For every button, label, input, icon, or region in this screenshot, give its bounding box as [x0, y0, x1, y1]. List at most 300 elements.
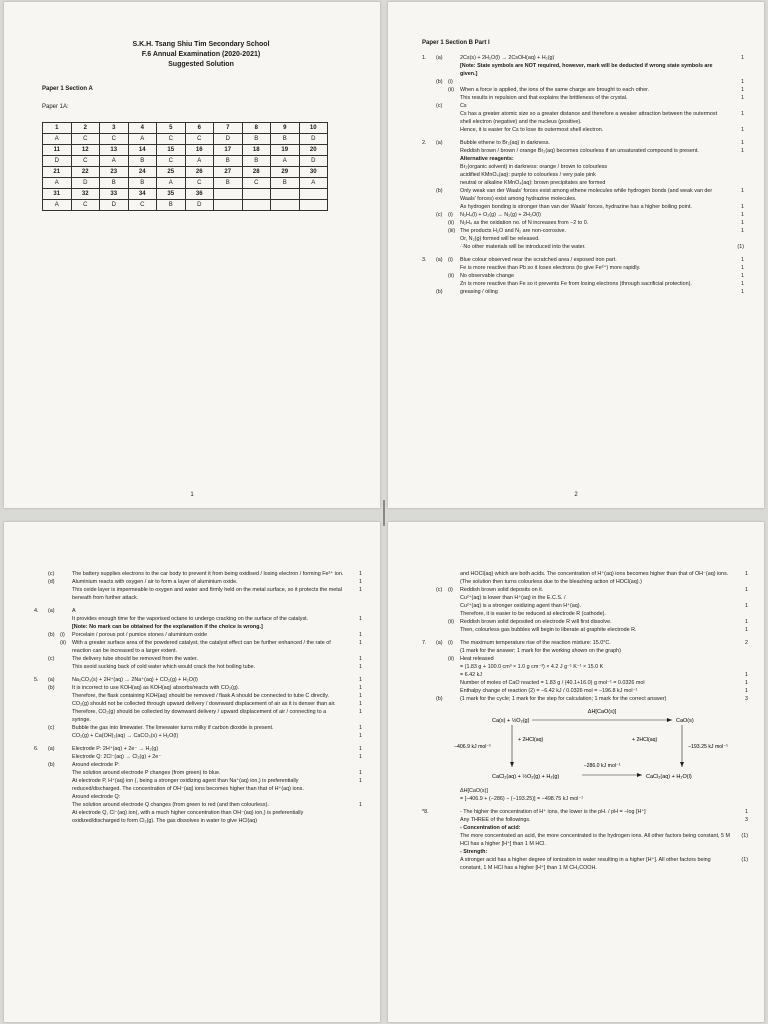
solution-line [422, 264, 744, 272]
solution-line [422, 54, 744, 62]
subpart-label: (ii) [448, 656, 454, 662]
subpart-label [448, 94, 460, 102]
subpart-label: (i) [448, 640, 453, 646]
cycle-right-value: −193.25 kJ mol⁻¹ [688, 744, 728, 750]
answer-text: N₂H₄(l) + O₂(g) → N₂(g) + 2H₂O(l) [460, 212, 541, 218]
question-number-cell: 14 [128, 145, 157, 156]
solution-line [422, 163, 744, 171]
cycle-bottom-value: −286.0 kJ mol⁻¹ [583, 763, 621, 769]
solution-line [422, 570, 748, 578]
part-label: (a) [436, 140, 443, 146]
solution-line [34, 684, 362, 692]
part-label: (b) [436, 79, 443, 85]
answer-text: Number of moles of CaO reacted = 1.83 g / (40.1+16.0) g mol⁻¹ = 0.0326 mol [460, 680, 645, 686]
question-number [422, 203, 436, 211]
mark [728, 163, 744, 171]
question-number [34, 732, 48, 740]
mark: 1 [745, 619, 748, 625]
mark: (1) [737, 244, 744, 250]
answer-text: With a greater surface area of the powdered catalyst, the catalyst effect can be further enhanced / the rate of reaction can be increased to a larger extent. [72, 640, 331, 654]
question-number [422, 264, 436, 272]
cycle-left-value: −406.9 kJ mol⁻¹ [454, 744, 491, 750]
question-number-cell: 3 [100, 123, 129, 134]
question-number [34, 655, 48, 663]
subpart-label [60, 777, 72, 793]
part-label: (c) [436, 587, 443, 593]
part-label: (b) [436, 188, 443, 194]
question-number-cell: 9 [271, 123, 300, 134]
question-number [422, 102, 436, 110]
subpart-label [448, 848, 460, 856]
mark: 1 [741, 228, 744, 234]
question-number-cell: 31 [43, 189, 72, 200]
question-number-cell: 22 [71, 167, 100, 178]
solution-line [422, 288, 744, 296]
answer-text: (The solution then turns colourless due to the bleaching action of HOCl(aq).) [460, 579, 642, 585]
subpart-label: (i) [448, 257, 453, 263]
subpart-label [60, 761, 72, 769]
part-label: (c) [48, 656, 55, 662]
subpart-label [448, 187, 460, 203]
subpart-label [448, 243, 460, 251]
solution-line [422, 808, 748, 816]
answer-text: (1 mark for the cycle; 1 mark for the step for calculation; 1 mark for the correct answer) [460, 696, 667, 702]
solution-line [422, 126, 744, 134]
answer-text: A stronger acid has a higher degree of ionization in water resulting in a higher [H⁺]. All other factors being constant, 1 M HCl has a higher [H⁺] than 1 M CH₃COOH. [460, 857, 711, 871]
answer-text: N₂H₄ as the oxidation no. of N increases from −2 to 0. [460, 220, 589, 226]
solution-line [422, 848, 748, 856]
answer-row [43, 156, 328, 167]
answer-cell: D [71, 178, 100, 189]
solution-line [422, 578, 748, 586]
subpart-label [448, 110, 460, 126]
solution-line [34, 809, 362, 825]
question-number [34, 578, 48, 586]
mark: 3 [745, 696, 748, 702]
subpart-label [448, 856, 460, 872]
answer-text: Around electrode Q: [72, 794, 121, 800]
part-label [436, 147, 448, 155]
answer-text: Reddish brown solid deposited on electrode R will first dissolve. [460, 619, 612, 625]
solution-line [422, 594, 748, 602]
question-number-cell: 30 [299, 167, 328, 178]
part-label: (b) [48, 762, 55, 768]
answer-text: ∴No other materials will be introduced into the water. [460, 244, 586, 250]
solution-line [422, 663, 748, 671]
answer-text [460, 78, 728, 86]
answer-table [42, 122, 328, 211]
solution-line [422, 179, 744, 187]
page-1 [4, 2, 380, 508]
mark: 1 [359, 701, 362, 707]
mark: 1 [745, 627, 748, 633]
question-number [422, 570, 436, 578]
question-number [34, 724, 48, 732]
question-number-cell: 29 [271, 167, 300, 178]
subpart-label [60, 578, 72, 586]
mark [728, 62, 744, 78]
question-number: 2. [422, 140, 427, 146]
part-label [436, 227, 448, 235]
question-number [34, 753, 48, 761]
subpart-label [448, 171, 460, 179]
subpart-label [448, 147, 460, 155]
question-number [422, 602, 436, 610]
solution-line [422, 832, 748, 848]
energy-cycle-diagram [452, 703, 764, 787]
question-number [34, 769, 48, 777]
solution-line [34, 724, 362, 732]
answer-text: The more concentrated an acid, the more concentrated is the hydrogen ions. All other factors being constant, 5 M HCl has a higher [H⁺] than 1 M HCl. [460, 833, 730, 847]
answer-text: Na₂CO₃(s) + 2H⁺(aq) → 2Na⁺(aq) + CO₂(g) + H₂O(l) [72, 677, 198, 683]
solution-line [422, 256, 744, 264]
solution-line [422, 610, 748, 618]
subpart-label [60, 684, 72, 692]
mark: 1 [359, 587, 362, 593]
solution-line [422, 687, 748, 695]
part-label [436, 679, 448, 687]
mark: 1 [741, 148, 744, 154]
question-number [34, 663, 48, 671]
question-number [422, 816, 436, 824]
subpart-label [60, 586, 72, 602]
answer-text: Enthalpy change of reaction (2) = −6.42 kJ / 0.0326 mol = −196.8 kJ mol⁻¹ [460, 688, 638, 694]
cycle-mid-value-2: + 2HCl(aq) [632, 737, 658, 743]
mark [346, 809, 362, 825]
subpart-label [448, 602, 460, 610]
mark: 1 [741, 265, 744, 271]
part-label [48, 769, 60, 777]
part-label [436, 94, 448, 102]
part-label [436, 671, 448, 679]
question-number [422, 163, 436, 171]
part-label [48, 623, 60, 631]
question-number [422, 219, 436, 227]
question-number-cell: 23 [100, 167, 129, 178]
solution-line [422, 280, 744, 288]
answer-cell: D [299, 156, 328, 167]
part-label [436, 264, 448, 272]
question-number-cell: 19 [271, 145, 300, 156]
subpart-label [448, 610, 460, 618]
answer-cell: A [43, 178, 72, 189]
part-label [436, 808, 448, 816]
solution-line [34, 615, 362, 623]
part-label: (d) [48, 579, 55, 585]
mark: 1 [745, 672, 748, 678]
cycle-right-bottom: CaCl₂(aq) + H₂O(l) [646, 774, 692, 780]
solution-line [422, 272, 744, 280]
solution-line [34, 801, 362, 809]
part-label [436, 618, 448, 626]
subpart-label [448, 203, 460, 211]
page-divider [383, 500, 385, 526]
answer-cell: C [71, 156, 100, 167]
mark: 2 [745, 640, 748, 646]
answer-text: Reddish brown solid deposits on it. [460, 587, 544, 593]
question-number [422, 288, 436, 296]
answer-text: and HOCl(aq) which are both acids. The concentration of H⁺(aq) ions becomes higher than that of OH⁻(aq) ions. [460, 571, 729, 577]
question-number [34, 801, 48, 809]
solution-line [422, 647, 748, 655]
answer-text: = 6.42 kJ [460, 672, 483, 678]
question-number-cell: 5 [157, 123, 186, 134]
mark: 1 [359, 725, 362, 731]
mark [346, 793, 362, 801]
question-number [422, 243, 436, 251]
solution-line [34, 586, 362, 602]
solution-line [422, 171, 744, 179]
mark: 1 [741, 273, 744, 279]
answer-text: At electrode P, H⁺(aq) ion (, being a stronger oxidizing agent than Na⁺(aq) ion,) is preferentially reduced/discharged. The concentration of OH⁻(aq) ions becomes higher than that of H⁺(aq) ions. [72, 778, 304, 792]
mark: 1 [359, 778, 362, 784]
subpart-label [448, 647, 460, 655]
subpart-label [60, 655, 72, 663]
mark: 1 [745, 603, 748, 609]
part-label: (c) [436, 212, 443, 218]
answer-cell: B [271, 178, 300, 189]
subpart-label [60, 801, 72, 809]
subpart-label: (i) [448, 587, 453, 593]
answer-text: - The higher the concentration of H⁺ ions, the lower is the pH. / pH = −log [H⁺] [460, 809, 646, 815]
question-number-cell: 15 [157, 145, 186, 156]
part-label [48, 732, 60, 740]
part-label [48, 753, 60, 761]
answer-text: Fe is more reactive than Pb so it loses electrons (to give Fe²⁺) more rapidly. [460, 265, 641, 271]
part-label [436, 824, 448, 832]
subpart-label [60, 753, 72, 761]
mark: 1 [741, 289, 744, 295]
part-label: (b) [48, 685, 55, 691]
subpart-label [60, 724, 72, 732]
mark: 1 [741, 87, 744, 93]
mark: 1 [359, 640, 362, 646]
answer-text: Cu²⁺(aq) is a stronger oxidizing agent than H⁺(aq). [460, 603, 582, 609]
solution-line [422, 655, 748, 663]
question-number [422, 856, 436, 872]
solution-line [34, 663, 362, 671]
answer-text: Any THREE of the followings. [460, 817, 531, 823]
answer-cell: B [242, 156, 271, 167]
mark: 1 [359, 802, 362, 808]
solution-line [422, 626, 748, 634]
answer-text: greasing / oiling [460, 289, 498, 295]
mark: 1 [359, 656, 362, 662]
mark: 1 [741, 257, 744, 263]
mark: 1 [741, 212, 744, 218]
answer-cell: B [157, 200, 186, 211]
answer-row [43, 134, 328, 145]
solution-line [422, 695, 748, 703]
solution-line [34, 745, 362, 753]
question-number-cell: 4 [128, 123, 157, 134]
part-label [436, 856, 448, 872]
solution-line [422, 227, 744, 235]
mark: 1 [359, 746, 362, 752]
question-number-row [43, 123, 328, 134]
question-number [34, 631, 48, 639]
mark: 1 [359, 733, 362, 739]
solution-line [422, 155, 744, 163]
question-number [422, 211, 436, 219]
question-number-cell: 13 [100, 145, 129, 156]
question-number [422, 663, 436, 671]
page-number: 1 [190, 492, 194, 498]
answer-row [43, 200, 328, 211]
solution-line [422, 94, 744, 102]
solution-line [34, 793, 362, 801]
question-number [422, 272, 436, 280]
question-number-cell: 25 [157, 167, 186, 178]
answer-cell: B [242, 134, 271, 145]
solution-line [34, 708, 362, 724]
subpart-label [60, 809, 72, 825]
part-label [48, 615, 60, 623]
part-label [48, 700, 60, 708]
part-label [436, 62, 448, 78]
question-number [422, 610, 436, 618]
question-number: 6. [34, 746, 39, 752]
question-number [34, 809, 48, 825]
answer-text: It is incorrect to use KOH(aq) as KOH(aq) absorbs/reacts with CO₂(g). [72, 685, 240, 691]
answer-text: Then, colourless gas bubbles will begin to liberate at graphite electrode R. [460, 627, 637, 633]
question-number-row [43, 167, 328, 178]
question-number-cell: 33 [100, 189, 129, 200]
solution-line [422, 147, 744, 155]
question-number [34, 761, 48, 769]
subpart-label [448, 288, 460, 296]
solution-line [422, 102, 744, 110]
question-number-cell: 27 [214, 167, 243, 178]
question-number-cell: 16 [185, 145, 214, 156]
solution-line [34, 607, 362, 615]
question-number-cell: 12 [71, 145, 100, 156]
part-label [48, 793, 60, 801]
solution-line [34, 676, 362, 684]
answer-text: - Concentration of acid: [460, 825, 521, 831]
question-number: 5. [34, 677, 39, 683]
answer-text: The maximum temperature rise of the reaction mixture: 15.0°C. [460, 640, 611, 646]
section-label: Paper 1 Section B Part I [422, 40, 490, 46]
subpart-label: (ii) [448, 273, 454, 279]
question-number [422, 679, 436, 687]
mark [728, 179, 744, 187]
subpart-label [448, 824, 460, 832]
solution-line [422, 816, 748, 824]
answer-cell: D [185, 200, 214, 211]
part-label: (b) [436, 696, 443, 702]
part-label [436, 272, 448, 280]
part-label: (a) [48, 746, 55, 752]
solution-line [34, 631, 362, 639]
cycle-left-bottom: CaCl₂(aq) + ½O₂(g) + H₂(g) [492, 774, 560, 780]
subpart-label [448, 280, 460, 288]
subpart-label [448, 102, 460, 110]
answer-text: When a force is applied, the ions of the same charge are brought to each other. [460, 87, 650, 93]
answer-text: Therefore, it is easier to be reduced at electrode R (cathode). [460, 611, 606, 617]
answer-text: At electrode Q, Cl⁻(aq) ion(, with a much higher concentration than OH⁻(aq) ion,) is preferentially oxidized/discharged to form Cl₂(g). The gas dissolves in water to give HCl(aq) [72, 810, 304, 824]
answer-text: Therefore, CO₂(g) should be collected by downward delivery / upward displacement of air / connecting to a syringe. [72, 709, 327, 723]
mark: 1 [359, 579, 362, 585]
answer-text: Around electrode P: [72, 762, 120, 768]
subpart-label [448, 155, 460, 163]
answer-text: The delivery tube should be removed from the water. [72, 656, 198, 662]
mark [728, 235, 744, 243]
question-number: 3. [422, 257, 427, 263]
question-number-row [43, 145, 328, 156]
question-number [34, 684, 48, 692]
solution-line [34, 753, 362, 761]
solution-line [422, 110, 744, 126]
solution-line [34, 623, 362, 631]
answer-text: No observable change [460, 273, 514, 279]
question-number [34, 623, 48, 631]
answer-lines [422, 54, 744, 296]
mark: 1 [741, 140, 744, 146]
part-label [48, 777, 60, 793]
question-number [422, 155, 436, 163]
part-label [436, 816, 448, 824]
part-label [436, 235, 448, 243]
answer-text: Reddish brown / brown / orange Br₂(aq) becomes colourless if an unsaturated compound is present. [460, 148, 699, 154]
question-number-cell: 8 [242, 123, 271, 134]
part-label: (c) [48, 725, 55, 731]
solution-line [422, 62, 744, 78]
question-number-cell: 6 [185, 123, 214, 134]
mark: 1 [741, 204, 744, 210]
subpart-label [448, 163, 460, 171]
question-number-cell: 1 [43, 123, 72, 134]
answer-row [43, 178, 328, 189]
mark: 1 [359, 616, 362, 622]
part-label [436, 578, 448, 586]
subpart-label [448, 808, 460, 816]
answer-text: Porcelain / porous pot / pumice stones / aluminium oxide [72, 632, 208, 638]
calc-line: = [−406.9 + (−286) − (−193.25)] = −498.75 kJ mol⁻¹ [460, 796, 584, 802]
answer-cell: B [214, 178, 243, 189]
answer-text: Therefore, the flask containing KOH(aq) should be removed / flask A should be connected to tube C directly. [72, 693, 329, 699]
subpart-label [60, 732, 72, 740]
part-label: (a) [48, 677, 55, 683]
exam-title: F.6 Annual Examination (2020-2021) [141, 51, 261, 58]
solution-line [422, 639, 748, 647]
question-number-cell: 36 [185, 189, 214, 200]
mark: 1 [359, 571, 362, 577]
question-number [422, 626, 436, 634]
mark: 1 [359, 632, 362, 638]
part-label [436, 86, 448, 94]
part-label [436, 280, 448, 288]
mark [732, 647, 748, 655]
answer-text: This avoid sucking back of cold water which would crack the hot boiling tube. [72, 664, 256, 670]
mark: 1 [745, 688, 748, 694]
part-label [48, 663, 60, 671]
mark: 1 [745, 809, 748, 815]
question-number-cell: 10 [299, 123, 328, 134]
question-number-cell: 20 [299, 145, 328, 156]
answer-text: It provides enough time for the vaporised octane to undergo cracking on the surface of the catalyst. [72, 616, 309, 622]
answer-cell: C [242, 178, 271, 189]
solution-line [34, 732, 362, 740]
question-number [422, 147, 436, 155]
mark: 1 [359, 693, 362, 699]
answer-cell [299, 200, 328, 211]
answer-cell: C [71, 134, 100, 145]
part-label: (b) [48, 632, 55, 638]
exam-subtitle: Suggested Solution [168, 61, 234, 68]
answer-text: = (1.83 g + 100.0 cm³ × 1.0 g cm⁻³) × 4.2 J g⁻¹ K⁻¹ × 15.0 K [460, 664, 604, 670]
answer-cell [242, 200, 271, 211]
